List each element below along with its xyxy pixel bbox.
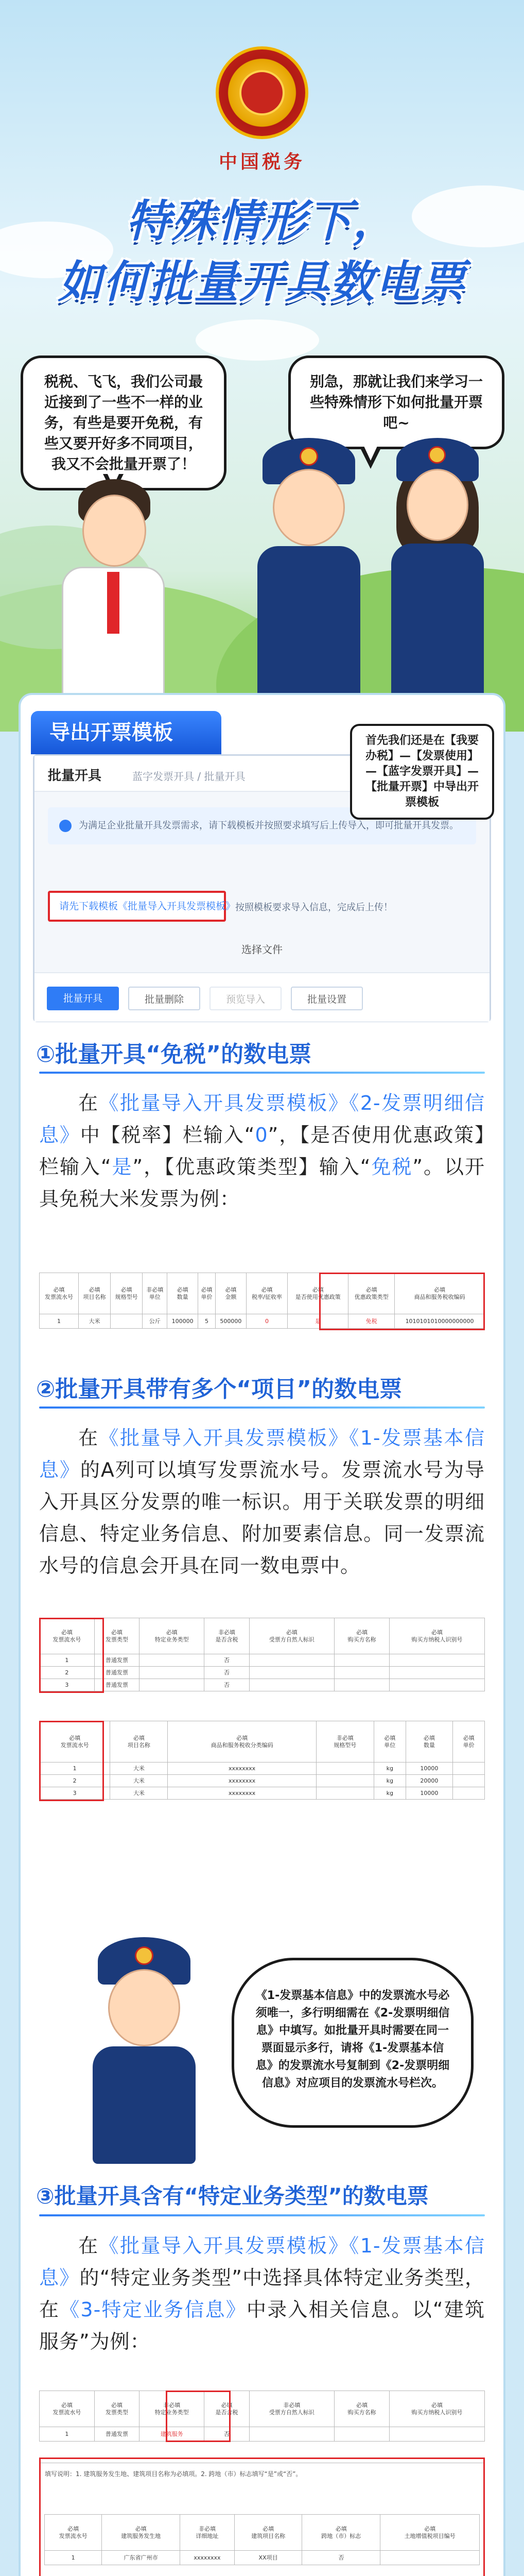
section1-title (36, 1036, 311, 1069)
table-row: 1 大米 公斤 100000 5 500000 0 是 免税 1010101010000000000 (40, 1314, 485, 1329)
bubble-left: 税税、飞飞，我们公司最近接到了一些不一样的业务，有些是要开免税，有些又要开好多不同项目，我又不会批量开票了！ (21, 355, 226, 490)
cap-badge-icon (428, 446, 446, 464)
info-icon (59, 820, 72, 832)
section3-table-basic (39, 2391, 485, 2442)
section1-paragraph: 在《批量导入开具发票模板》《2-发票明细信息》中【税率】栏输入“0”，【是否使用优惠政策】栏输入“是”，【优惠政策类型】输入“免税”。以开具免税大米发票为例： (39, 1092, 485, 1210)
face (407, 469, 468, 541)
table-header-row: 必填 发票流水号 必填 发票类型 非必填 特定业务类型 必填 是否含税 非必填 受票方自然人标识 必填 购买方名称 必填 购买方纳税人识别号 (40, 2391, 485, 2427)
section2-number: ② (36, 1376, 56, 1402)
table-row: 2 普通发票 否 (40, 1667, 485, 1679)
highlight-box (39, 1618, 104, 1693)
tax-officer-female (381, 438, 494, 706)
screenshot-button-bar (34, 972, 490, 1022)
table-row: 1 大米 xxxxxxxx kg 10000 (40, 1762, 485, 1775)
taxpayer-character (46, 479, 180, 706)
face (108, 1969, 180, 2046)
emblem-center (239, 70, 285, 115)
divider (39, 1406, 485, 1409)
batch-delete-button[interactable]: 批量删除 (128, 987, 200, 1010)
section2-table-detail (39, 1721, 485, 1800)
export-template-tab: 导出开票模板 (31, 711, 221, 754)
highlight-box (166, 2391, 231, 2442)
tip-cloud: 《1-发票基本信息》中的发票流水号必须唯一，多行明细需在《2-发票明细信息》中填写。如批量开具时需要在同一票面显示多行，请将《1-发票基本信息》的发票流水号复制到《2-发票明细信息》对应项目的发票流水号栏次。 (232, 1958, 474, 2128)
table-row: 1 普通发票 建筑服务 否 (40, 2427, 485, 2442)
breadcrumb: 蓝字发票开具 / 批量开具 (132, 770, 246, 783)
section2-title-text: 批量开具带有多个“项目”的数电票 (55, 1376, 403, 1402)
upload-note: 按照模板要求导入信息，完成后上传！ (235, 902, 393, 913)
choose-file-button[interactable]: 选择文件 (241, 943, 283, 956)
table-header-row: 必填 发票流水号 必填 建筑服务发生地 非必填 详细地址 必填 建筑项目名称 必填 跨地（市）标志 必填 土地增值税项目编号 (45, 2515, 480, 2551)
table-header-row: 必填 发票流水号 必填 项目名称 必填 规格型号 非必填 单位 必填 数量 必填 单价 必填 金额 必填 税率/征收率 必填 是否使用优惠政策 必填 优惠政策类型 必填 商品和服务税收编码 (40, 1273, 485, 1314)
table-row: 1 普通发票 否 (40, 1654, 485, 1667)
highlight-box (39, 1721, 104, 1801)
section3-number: ③ (36, 2183, 55, 2209)
table-row: 3 普通发票 否 (40, 1679, 485, 1691)
section2-table-basic (39, 1618, 485, 1691)
section3-title-text: 批量开具含有“特定业务类型”的数电票 (54, 2183, 429, 2209)
preview-import-button[interactable]: 预览导入 (209, 987, 282, 1010)
hero-banner (0, 0, 524, 732)
table-row: 1 广东省广州市 xxxxxxxx XX项目 否 (45, 2551, 480, 2565)
headline-line1: 特殊情形下， (126, 196, 398, 247)
notice-text: 为满足企业批量开具发票需求，请下载模板并按照要求填写后上传导入，即可批量开具发票。 (79, 820, 459, 831)
cloud (196, 319, 319, 361)
table-header-row: 必填 发票流水号 必填 发票类型 必填 特定业务类型 非必填 是否含税 必填 受票方自然人标识 必填 购买方名称 必填 购买方纳税人识别号 (40, 1618, 485, 1654)
tax-officer-male (247, 438, 371, 706)
face (82, 495, 146, 567)
table-row: 2 大米 xxxxxxxx kg 20000 (40, 1775, 485, 1787)
tie (107, 572, 119, 634)
section3-paragraph: 在《批量导入开具发票模板》《1-发票基本信息》的“特定业务类型”中选择具体特定业务类型，在《3-特定业务信息》中录入相关信息。以“建筑服务”为例： (39, 2234, 485, 2353)
divider (39, 1072, 485, 1074)
download-template-link[interactable]: 请先下载模板《批量导入开具发票模板》 (48, 891, 226, 922)
tax-emblem-icon (216, 46, 308, 139)
batch-issue-button[interactable]: 批量开具 (47, 987, 119, 1010)
section2-paragraph: 在《批量导入开具发票模板》《1-发票基本信息》的A列可以填写发票流水号。发票流水号为导入开具区分发票的唯一标识。用于关联发票的明细信息、特定业务信息、附加要素信息。同一发票流水号的信息会开具在同一数电票中。 (39, 1427, 485, 1577)
bubble-right: 别急，那就让我们来学习一些特殊情形下如何批量开票吧~ (288, 355, 504, 449)
highlight-box (319, 1273, 485, 1330)
headline-line2: 如何批量开具数电票 (58, 257, 466, 308)
cap-badge-icon (300, 447, 318, 466)
highlight-box (39, 2458, 485, 2576)
section2-title (36, 1370, 402, 1403)
screenshot-title: 批量开具 (48, 768, 102, 784)
divider (39, 2214, 485, 2216)
export-callout: 首先我们还是在【我要办税】—【发票使用】—【蓝字发票开具】—【批量开票】中导出开票模板 (350, 724, 494, 820)
fill-notes: 填写说明：1. 建筑服务发生地、建筑项目名称为必填项。2. 跨地（市）标志填写“是”或“否”。 (45, 2470, 302, 2478)
cap-badge-icon (135, 1946, 153, 1965)
brand-text: 中国税务 (218, 151, 305, 173)
table-header-row: 必填 发票流水号 必填 项目名称 必填 商品和服务税收分类编码 非必填 规格型号 必填 单位 必填 数量 必填 单价 (40, 1721, 485, 1762)
face (273, 469, 345, 546)
section3-title (36, 2179, 429, 2210)
section1-title-text: 批量开具“免税”的数电票 (55, 1041, 312, 1067)
table-row: 3 大米 xxxxxxxx kg 10000 (40, 1787, 485, 1800)
batch-settings-button[interactable]: 批量设置 (291, 987, 363, 1010)
tax-officer-male-2 (77, 1937, 211, 2164)
section1-number: ① (36, 1041, 56, 1067)
